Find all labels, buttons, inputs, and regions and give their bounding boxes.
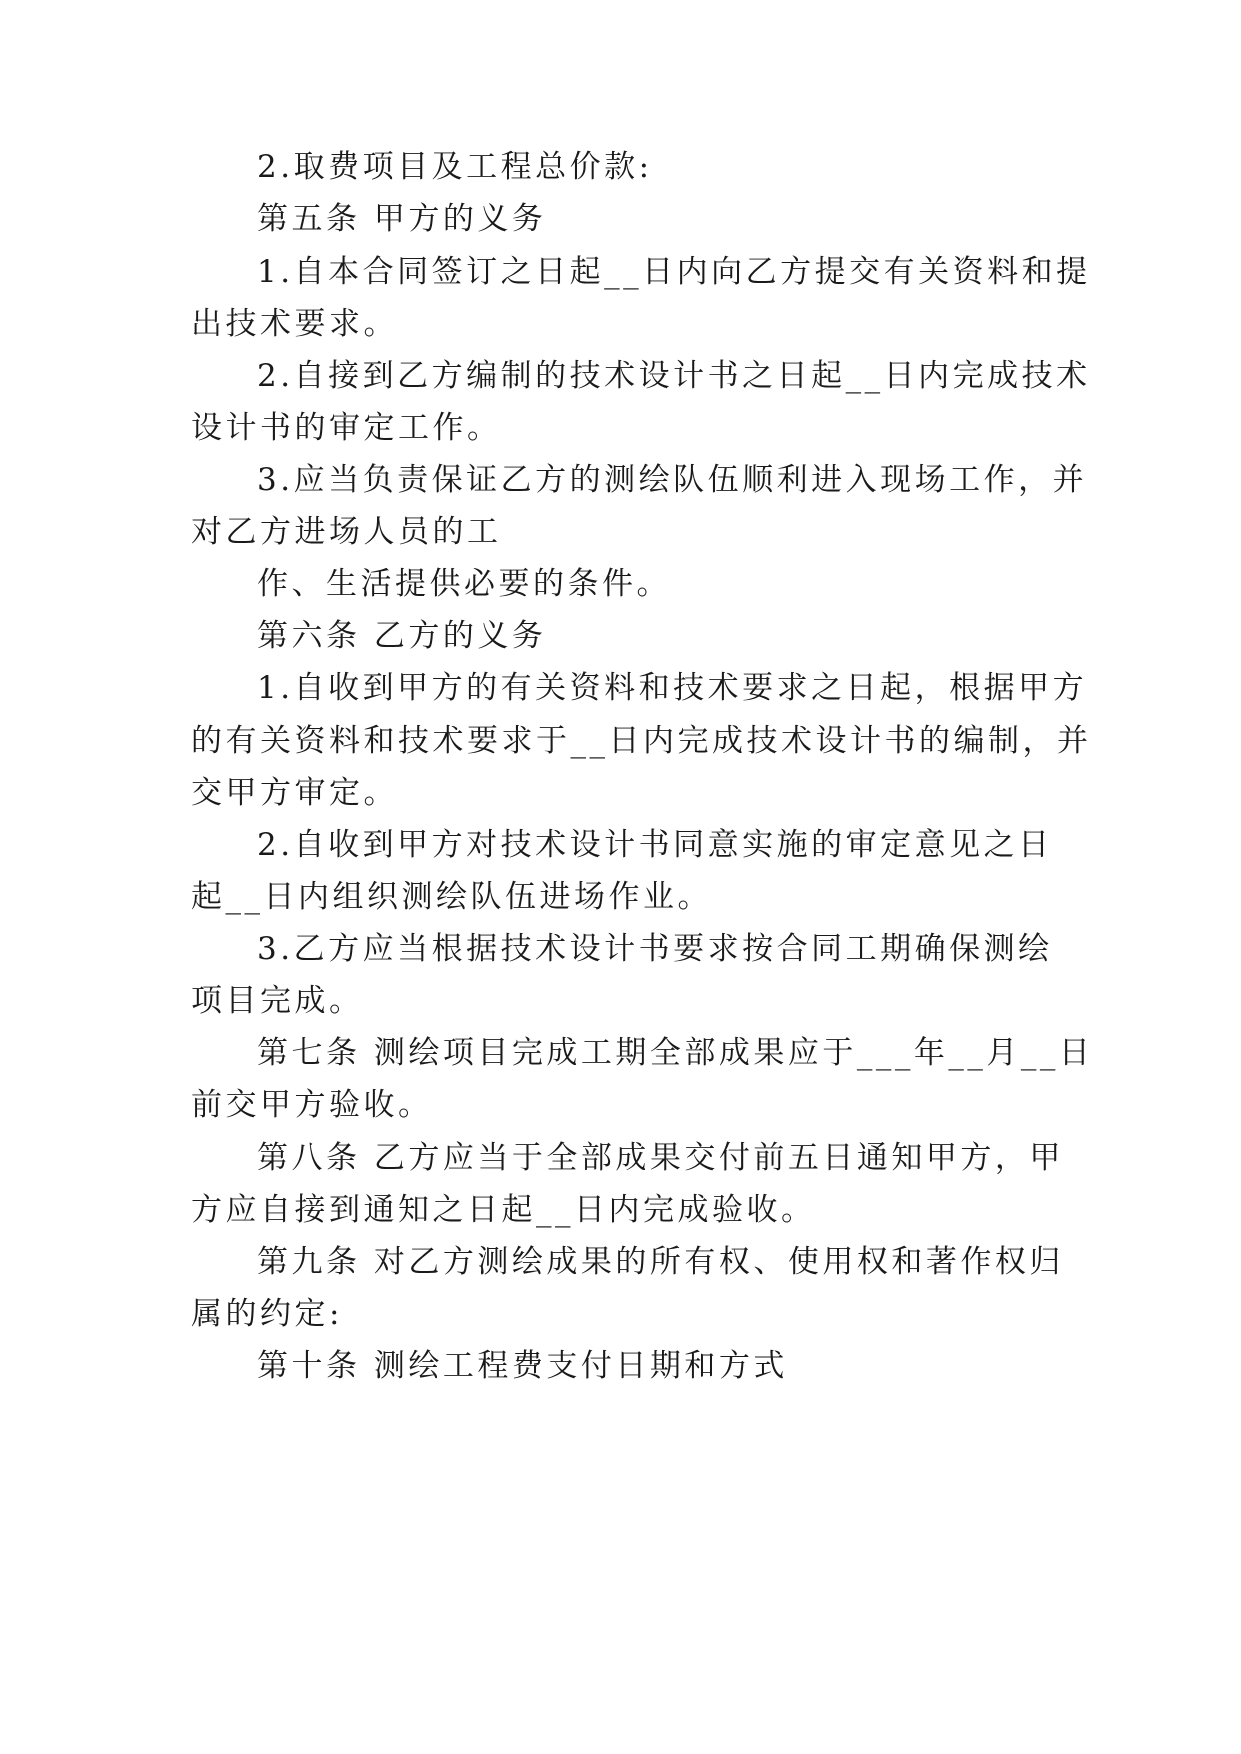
text-line: 起__日内组织测绘队伍进场作业。 — [191, 879, 712, 915]
section-heading: 第七条 测绘项目完成工期全部成果应于___年__月__日 — [257, 1035, 1094, 1071]
text-line: 出技术要求。 — [191, 306, 398, 342]
text-line: 属的约定: — [191, 1296, 343, 1332]
text-line: 方应自接到通知之日起__日内完成验收。 — [191, 1192, 816, 1228]
section-heading: 第十条 测绘工程费支付日期和方式 — [257, 1348, 788, 1384]
section-heading: 第九条 对乙方测绘成果的所有权、使用权和著作权归 — [257, 1244, 1064, 1280]
text-line: 3.应当负责保证乙方的测绘队伍顺利进入现场工作，并 — [257, 462, 1088, 498]
text-line: 交甲方审定。 — [191, 775, 398, 811]
section-heading: 第五条 甲方的义务 — [257, 201, 547, 237]
text-line: 2.取费项目及工程总价款: — [257, 149, 653, 185]
text-line: 1.自收到甲方的有关资料和技术要求之日起，根据甲方 — [257, 670, 1088, 706]
text-line: 1.自本合同签订之日起__日内向乙方提交有关资料和提 — [257, 254, 1091, 290]
text-line: 作、生活提供必要的条件。 — [257, 566, 671, 602]
section-heading: 第六条 乙方的义务 — [257, 618, 547, 654]
text-line: 2.自收到甲方对技术设计书同意实施的审定意见之日 — [257, 827, 1053, 863]
text-line: 设计书的审定工作。 — [191, 410, 502, 446]
text-line: 对乙方进场人员的工 — [191, 514, 502, 550]
text-line: 3.乙方应当根据技术设计书要求按合同工期确保测绘 — [257, 931, 1053, 967]
section-heading: 第八条 乙方应当于全部成果交付前五日通知甲方，甲 — [257, 1140, 1064, 1176]
text-line: 前交甲方验收。 — [191, 1087, 433, 1123]
text-line: 的有关资料和技术要求于__日内完成技术设计书的编制，并 — [191, 723, 1092, 759]
text-line: 项目完成。 — [191, 983, 364, 1019]
text-line: 2.自接到乙方编制的技术设计书之日起__日内完成技术 — [257, 358, 1091, 394]
